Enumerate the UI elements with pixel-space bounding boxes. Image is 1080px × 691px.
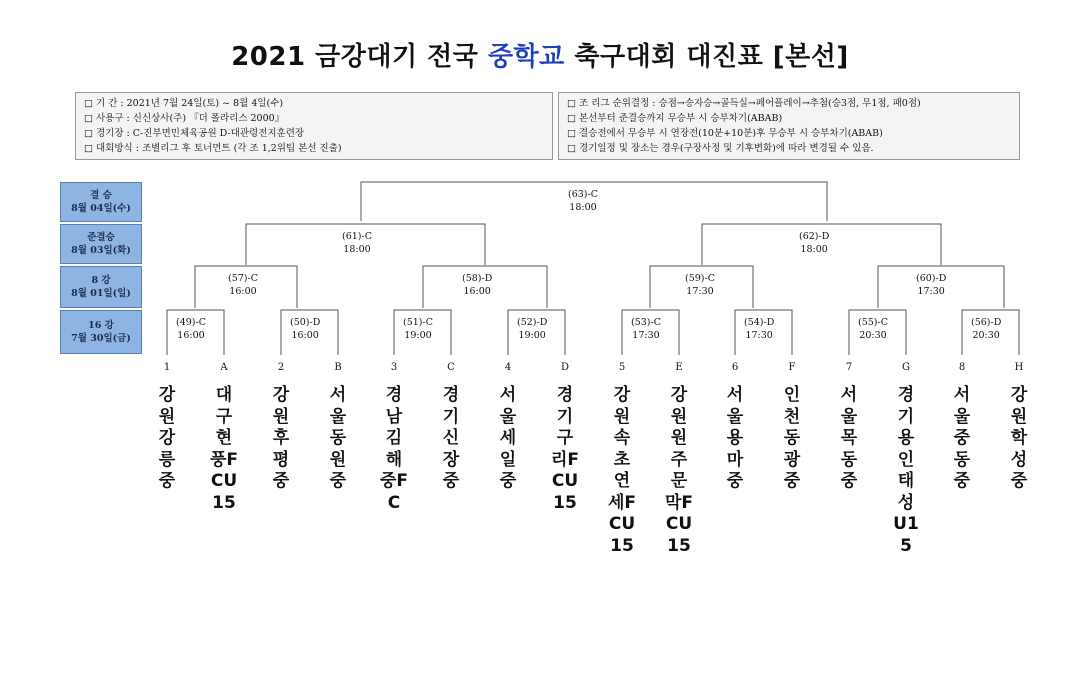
slot-label: H xyxy=(1014,362,1024,373)
match-r16-6: (54)-D 17:30 xyxy=(744,317,775,341)
slot-label: C xyxy=(447,362,455,373)
slot-label: 8 xyxy=(958,362,966,373)
title-highlight: 중학교 xyxy=(487,42,565,72)
team-name: 대구현풍FCU15 xyxy=(209,385,239,513)
slot-label: G xyxy=(902,362,910,373)
team-name: 서울동원중 xyxy=(329,385,347,491)
team-name: 경기구리FCU15 xyxy=(550,385,580,513)
team-name: 서울목동중 xyxy=(840,385,858,491)
team-name: 서울용마중 xyxy=(726,385,744,491)
match-r16-2: (50)-D 16:00 xyxy=(290,317,321,341)
team-name: 강원후평중 xyxy=(272,385,290,491)
slot-label: D xyxy=(560,362,570,373)
title-suffix: 축구대회 대진표 [본선] xyxy=(564,42,849,72)
info-period: □ 기 간 : 2021년 7월 24일(토) ~ 8월 4일(수) xyxy=(84,96,544,111)
info-venue: □ 경기장 : C-진부면민체육공원 D-대관령전지훈련장 xyxy=(84,126,544,141)
round-16: 16 강 7월 30일(금) xyxy=(60,310,142,354)
match-qf-2: (58)-D 16:00 xyxy=(462,273,493,297)
slot-label: 3 xyxy=(390,362,398,373)
match-r16-1: (49)-C 16:00 xyxy=(176,317,206,341)
team-name: 강원원주문막FCU15 xyxy=(664,385,694,556)
info-penalty: □ 본선부터 준결승까지 무승부 시 승부차기(ABAB) xyxy=(567,111,1011,126)
info-final-rule: □ 결승전에서 무승부 시 연장전(10분+10분)후 무승부 시 승부차기(ABAB) xyxy=(567,126,1011,141)
slot-label: A xyxy=(220,362,228,373)
slot-label: 1 xyxy=(163,362,171,373)
team-name: 인천동광중 xyxy=(783,385,801,491)
match-r16-4: (52)-D 19:00 xyxy=(517,317,548,341)
team-name: 강원학성중 xyxy=(1010,385,1028,491)
team-name: 강원속초연세FCU15 xyxy=(607,385,637,556)
match-semi-2: (62)-D 18:00 xyxy=(799,231,830,255)
slot-label: 5 xyxy=(618,362,626,373)
team-name: 경기용인태성U15 xyxy=(893,385,919,556)
round-quarterfinal: 8 강 8월 01일(일) xyxy=(60,266,142,308)
team-name: 서울세일중 xyxy=(499,385,517,491)
match-semi-1: (61)-C 18:00 xyxy=(342,231,372,255)
title-prefix: 2021 금강대기 전국 xyxy=(231,42,488,72)
slot-label: 6 xyxy=(731,362,739,373)
info-ball: □ 사용구 : 신신상사(주) 『더 폴라리스 2000』 xyxy=(84,111,544,126)
match-r16-8: (56)-D 20:30 xyxy=(971,317,1002,341)
match-r16-7: (55)-C 20:30 xyxy=(858,317,888,341)
team-name: 강원강릉중 xyxy=(158,385,176,491)
match-r16-5: (53)-C 17:30 xyxy=(631,317,661,341)
round-final: 결 승 8월 04일(수) xyxy=(60,182,142,222)
slot-label: 7 xyxy=(845,362,853,373)
slot-label: E xyxy=(675,362,683,373)
info-ranking: □ 조 리그 순위결정 : 승점→승자승→골득실→페어플레이→추첨(승3점, 무1점, 패0점) xyxy=(567,96,1011,111)
info-schedule-note: □ 경기일정 및 장소는 경우(구장사정 및 기후변화)에 따라 변경될 수 있음. xyxy=(567,141,1011,156)
match-qf-3: (59)-C 17:30 xyxy=(685,273,715,297)
match-final: (63)-C 18:00 xyxy=(568,189,598,213)
team-name: 경기신장중 xyxy=(442,385,460,491)
slot-label: F xyxy=(788,362,796,373)
team-name: 서울중동중 xyxy=(953,385,971,491)
slot-label: 2 xyxy=(277,362,285,373)
round-semifinal: 준결승 8월 03일(화) xyxy=(60,224,142,264)
match-r16-3: (51)-C 19:00 xyxy=(403,317,433,341)
match-qf-1: (57)-C 16:00 xyxy=(228,273,258,297)
info-format: □ 대회방식 : 조별리그 후 토너먼트 (각 조 1,2위팀 본선 진출) xyxy=(84,141,544,156)
team-name: 경남김해중FC xyxy=(379,385,409,513)
slot-label: B xyxy=(334,362,342,373)
match-qf-4: (60)-D 17:30 xyxy=(916,273,947,297)
slot-label: 4 xyxy=(504,362,512,373)
